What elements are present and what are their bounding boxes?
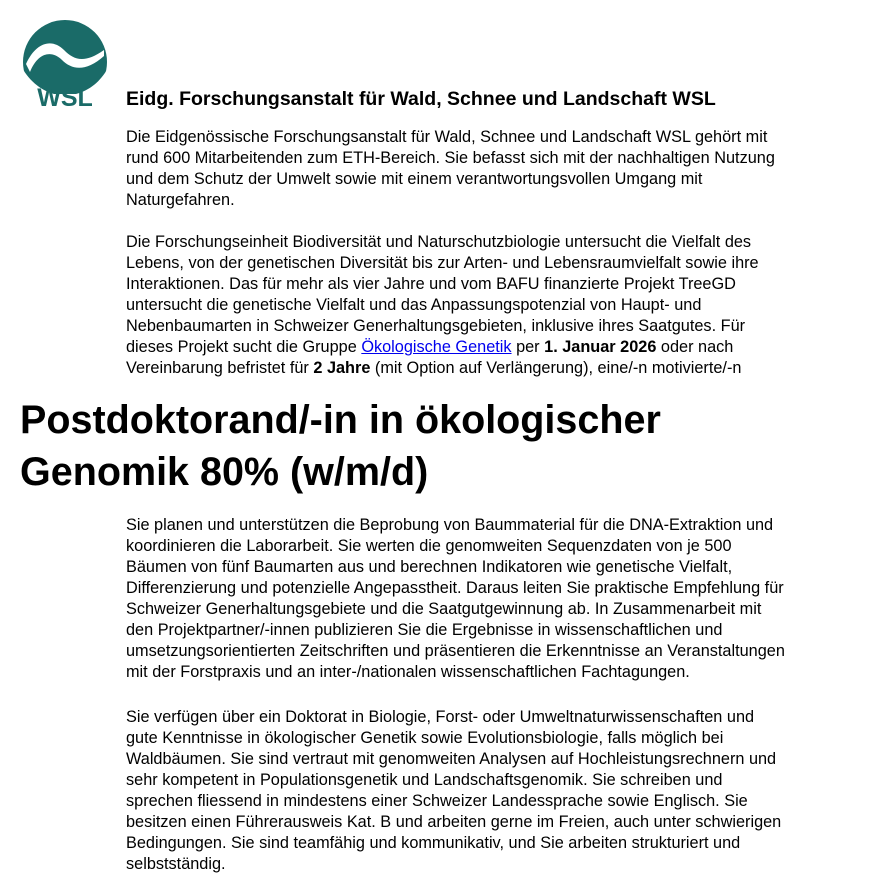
text-line: Differenzierung und potenzielle Angepasstheit. Daraus leiten Sie praktische Empfehlung für	[126, 579, 784, 597]
text-segment: dieses Projekt sucht die Gruppe	[126, 338, 362, 356]
text-line: den Projektpartner/-innen publizieren Sie die Ergebnisse in wissenschaftlichen und	[126, 621, 723, 639]
text-line: Naturgefahren.	[126, 191, 235, 209]
text-segment: (mit Option auf Verlängerung), eine/-n motivierte/-n	[370, 359, 742, 377]
text-line: Interaktionen. Das für mehr als vier Jahre und vom BAFU finanzierte Projekt TreeGD	[126, 275, 736, 293]
wsl-logo-graphic	[20, 20, 110, 112]
text-line: sehr kompetent in Populationsgenetik und Landschaftsgenomik. Sie schreiben und	[126, 771, 723, 789]
start-date: 1. Januar 2026	[544, 338, 657, 356]
text-line: Die Forschungseinheit Biodiversität und Naturschutzbiologie untersucht die Vielfalt des	[126, 233, 752, 251]
group-link[interactable]: Ökologische Genetik	[361, 338, 512, 356]
text-line: Nebenbaumarten in Schweizer Generhaltungsgebieten, inklusive ihres Saatgutes. Für	[126, 317, 746, 335]
text-line: sprechen fliessend in mindestens einer Schweizer Landessprache sowie Englisch. Sie	[126, 792, 748, 810]
job-title	[20, 394, 661, 498]
text-line: rund 600 Mitarbeitenden zum ETH-Bereich. Sie befasst sich mit der nachhaltigen Nutzung	[126, 149, 775, 167]
text-segment: Vereinbarung befristet für	[126, 359, 314, 377]
research-unit-paragraph	[126, 232, 866, 379]
text-line: Waldbäumen. Sie sind vertraut mit genomweiten Analysen auf Hochleistungsrechnern und	[126, 750, 777, 768]
job-title-line: Postdoktorand/-in in ökologischer	[20, 398, 661, 442]
text-line: Die Eidgenössische Forschungsanstalt für Wald, Schnee und Landschaft WSL gehört mit	[126, 128, 768, 146]
text-line: mit der Forstpraxis und an inter-/nationalen wissenschaftlichen Fachtagungen.	[126, 663, 690, 681]
logo-text: WSL	[37, 84, 93, 112]
text-line: und dem Schutz der Umwelt sowie mit einem verantwortungsvollen Umgang mit	[126, 170, 703, 188]
text-line: Lebens, von der genetischen Diversität bis zur Arten- und Lebensraumvielfalt sowie ihre	[126, 254, 759, 272]
text-line: umsetzungsorientierten Zeitschriften und präsentieren die Erkenntnisse an Veranstaltungen	[126, 642, 785, 660]
text-line: koordinieren die Laborarbeit. Sie werten die genomweiten Sequenzdaten von je 500	[126, 537, 732, 555]
text-line	[126, 358, 866, 379]
text-line: Sie verfügen über ein Doktorat in Biologie, Forst- oder Umweltnaturwissenschaften und	[126, 708, 755, 726]
text-line: Bedingungen. Sie sind teamfähig und kommunikativ, und Sie arbeiten strukturiert und	[126, 834, 741, 852]
text-line: besitzen einen Führerausweis Kat. B und arbeiten gerne im Freien, auch unter schwierigen	[126, 813, 782, 831]
text-line: Sie planen und unterstützen die Beprobung von Baummaterial für die DNA-Extraktion und	[126, 516, 774, 534]
profile-paragraph	[126, 707, 866, 875]
text-line	[126, 337, 866, 358]
contract-duration: 2 Jahre	[313, 359, 371, 377]
text-line: Bäumen von fünf Baumarten aus und berechnen Indikatoren wie genetische Vielfalt,	[126, 558, 733, 576]
organization-title: Eidg. Forschungsanstalt für Wald, Schnee und Landschaft WSL	[126, 88, 716, 110]
text-segment: oder nach	[656, 338, 734, 356]
text-line: gute Kenntnisse in ökologischer Genetik sowie Evolutionsbiologie, falls möglich bei	[126, 729, 724, 747]
job-title-line: Genomik 80% (w/m/d)	[20, 450, 429, 494]
intro-paragraph	[126, 127, 866, 211]
text-line: untersucht die genetische Vielfalt und das Anpassungspotenzial von Haupt- und	[126, 296, 702, 314]
text-segment: per	[511, 338, 545, 356]
wsl-logo	[20, 20, 110, 112]
text-line: Schweizer Generhaltungsgebiete und die Saatgutgewinnung ab. In Zusammenarbeit mit	[126, 600, 762, 618]
tasks-paragraph	[126, 515, 866, 683]
text-line: selbstständig.	[126, 855, 226, 873]
